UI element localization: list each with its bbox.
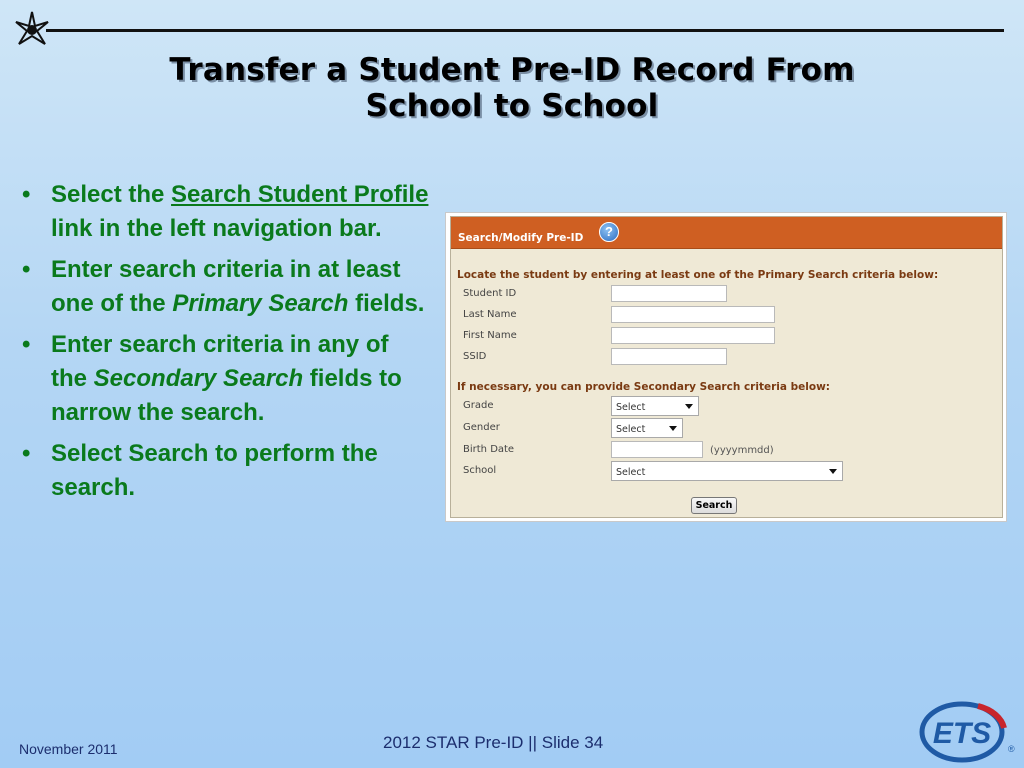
footer-slide-label: 2012 STAR Pre-ID || Slide 34 — [383, 733, 604, 752]
bullet-text: link in the left navigation bar. — [51, 215, 382, 242]
bullet-text: fields to narrow the search. — [51, 365, 402, 426]
bullet-item — [20, 328, 430, 430]
search-form-panel — [450, 216, 1003, 518]
footer-date: November 2011 — [19, 741, 118, 757]
bullet-item — [20, 178, 430, 246]
last-name-label: Last Name — [463, 309, 517, 320]
search-button[interactable]: Search — [691, 497, 737, 514]
grade-select-value: Select — [616, 402, 646, 413]
help-question-icon[interactable]: ? — [599, 222, 619, 242]
bullet-text: Select Search to perform the search. — [51, 440, 378, 501]
grade-label: Grade — [463, 400, 494, 411]
gender-select[interactable] — [611, 418, 683, 438]
chevron-down-icon — [829, 469, 837, 474]
bullet-dot: • — [22, 440, 31, 467]
slide-title — [60, 52, 964, 124]
ets-logo — [918, 694, 1016, 766]
first-name-label: First Name — [463, 330, 517, 341]
birth-date-format-hint: (yyyymmdd) — [710, 445, 774, 456]
ssid-input[interactable] — [611, 348, 727, 365]
bullet-item — [20, 437, 430, 505]
gender-select-value: Select — [616, 424, 646, 435]
primary-search-heading: Locate the student by entering at least one of the Primary Search criteria below: — [457, 269, 939, 281]
last-name-input[interactable] — [611, 306, 775, 323]
bullet-emphasis: Secondary Search — [93, 365, 304, 392]
first-name-input[interactable] — [611, 327, 775, 344]
school-select-value: Select — [616, 467, 646, 478]
gender-label: Gender — [463, 422, 500, 433]
grade-select[interactable] — [611, 396, 699, 416]
title-line-1: Transfer a Student Pre-ID Record From — [169, 52, 855, 88]
ets-logo-text: ETS — [932, 717, 992, 750]
chevron-down-icon — [669, 426, 677, 431]
bullet-emphasis: Primary Search — [172, 290, 349, 317]
bullet-text: Select the — [51, 181, 172, 208]
form-header — [451, 217, 1002, 249]
bullet-text: fields. — [348, 290, 425, 317]
bullet-list — [20, 178, 430, 512]
bullet-item — [20, 253, 430, 321]
form-header-title: Search/Modify Pre-ID — [458, 232, 584, 244]
bullet-text: Enter search criteria in any of the — [51, 331, 389, 392]
title-line-2: School to School — [365, 88, 659, 124]
birth-date-label: Birth Date — [463, 444, 515, 455]
search-student-profile-link[interactable]: Search Student Profile — [171, 181, 429, 208]
chevron-down-icon — [685, 404, 693, 409]
ssid-label: SSID — [463, 351, 487, 362]
student-id-label: Student ID — [463, 288, 517, 299]
bullet-text: Enter search criteria in at least one of the — [51, 256, 401, 317]
student-id-input[interactable] — [611, 285, 727, 302]
title-rule — [46, 29, 1004, 32]
secondary-search-heading: If necessary, you can provide Secondary Search criteria below: — [457, 381, 830, 393]
birth-date-input[interactable] — [611, 441, 703, 458]
bullet-dot: • — [22, 181, 31, 208]
ets-registered-mark: ® — [1008, 744, 1015, 754]
school-label: School — [463, 465, 497, 476]
search-form-screenshot — [445, 212, 1007, 522]
bullet-dot: • — [22, 256, 31, 283]
bullet-dot: • — [22, 331, 31, 358]
school-select[interactable] — [611, 461, 843, 481]
